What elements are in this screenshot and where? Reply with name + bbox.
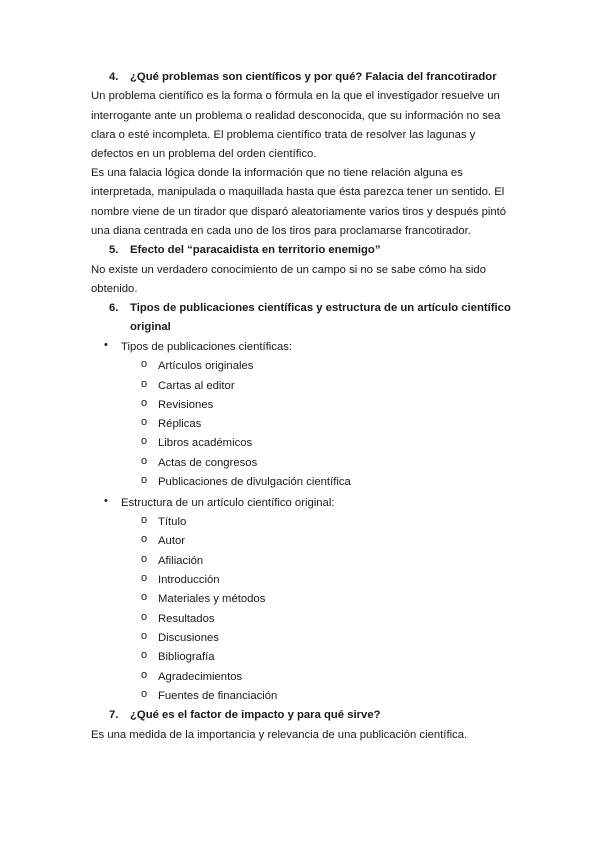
paragraph-line: No existe un verdadero conocimiento de un campo si no se sabe cómo ha sido — [91, 264, 486, 276]
bullet-label: Estructura de un artículo científico original: — [121, 497, 335, 509]
section-number: 4. — [109, 71, 119, 83]
section-4-heading — [109, 69, 497, 85]
paragraph-line: Es una medida de la importancia y relevancia de una publicación científica. — [91, 729, 468, 741]
sub-bullet-icon: o — [141, 435, 148, 447]
sub-bullet-icon: o — [141, 630, 148, 642]
sub-bullet-icon: o — [141, 572, 148, 584]
list-item: Artículos originales — [158, 360, 254, 372]
section-title: ¿Qué problemas son científicos y por qué? Falacia del francotirador — [130, 71, 497, 83]
paragraph-line: nombre viene de un tirador que disparó aleatoriamente varios tiros y después pintó — [91, 206, 507, 218]
sub-bullet-icon: o — [141, 397, 148, 409]
paragraph-line: interpretada, manipulada o maquillada hasta que ésta parezca tener un sentido. El — [91, 186, 505, 198]
sub-bullet-icon: o — [141, 553, 148, 565]
bullet-icon: • — [104, 339, 108, 351]
section-5-heading — [109, 242, 380, 258]
list-item: Introducción — [158, 574, 220, 586]
section-6-heading — [109, 300, 511, 316]
list-item: Materiales y métodos — [158, 593, 266, 605]
section-title: ¿Qué es el factor de impacto y para qué sirve? — [130, 709, 381, 721]
sub-bullet-icon: o — [141, 455, 148, 467]
sub-bullet-icon: o — [141, 416, 148, 428]
list-item: Título — [158, 516, 187, 528]
paragraph-line: obtenido. — [91, 283, 138, 295]
sub-bullet-icon: o — [141, 514, 148, 526]
section-7-heading — [109, 707, 381, 723]
sub-bullet-icon: o — [141, 611, 148, 623]
sub-bullet-icon: o — [141, 591, 148, 603]
list-item: Afiliación — [158, 555, 204, 567]
list-item: Libros académicos — [158, 437, 253, 449]
list-item: Réplicas — [158, 418, 202, 430]
sub-bullet-icon: o — [141, 474, 148, 486]
sub-bullet-icon: o — [141, 358, 148, 370]
sub-bullet-icon: o — [141, 533, 148, 545]
sub-bullet-icon: o — [141, 688, 148, 700]
paragraph-line: una diana centrada en cada uno de los tiros para proclamarse francotirador. — [91, 225, 471, 237]
list-item: Fuentes de financiación — [158, 690, 278, 702]
section-title: Efecto del “paracaidista en territorio enemigo” — [130, 244, 381, 256]
paragraph-line: Un problema científico es la forma o fórmula en la que el investigador resuelve un — [91, 90, 500, 102]
list-item: Resultados — [158, 613, 215, 625]
section-title: Tipos de publicaciones científicas y estructura de un artículo científico — [130, 302, 511, 314]
section-number: 6. — [109, 302, 119, 314]
list-item: Discusiones — [158, 632, 219, 644]
sub-bullet-icon: o — [141, 378, 148, 390]
list-item: Actas de congresos — [158, 457, 258, 469]
sub-bullet-icon: o — [141, 649, 148, 661]
list-item: Publicaciones de divulgación científica — [158, 476, 351, 488]
section-number: 5. — [109, 244, 119, 256]
paragraph-line: Es una falacia lógica donde la información que no tiene relación alguna es — [91, 167, 463, 179]
section-number: 7. — [109, 709, 119, 721]
list-item: Cartas al editor — [158, 380, 235, 392]
section-title-continuation: original — [130, 321, 171, 333]
paragraph-line: interrogante ante un problema o realidad desconocida, que su información no sea — [91, 110, 501, 122]
bullet-icon: • — [104, 495, 108, 507]
paragraph-line: clara o esté incompleta. El problema científico trata de resolver las lagunas y — [91, 129, 476, 141]
list-item: Bibliografía — [158, 651, 215, 663]
list-item: Revisiones — [158, 399, 214, 411]
sub-bullet-icon: o — [141, 669, 148, 681]
paragraph-line: defectos en un problema del orden científico. — [91, 148, 317, 160]
list-item: Agradecimientos — [158, 671, 243, 683]
bullet-label: Tipos de publicaciones científicas: — [121, 341, 293, 353]
list-item: Autor — [158, 535, 186, 547]
